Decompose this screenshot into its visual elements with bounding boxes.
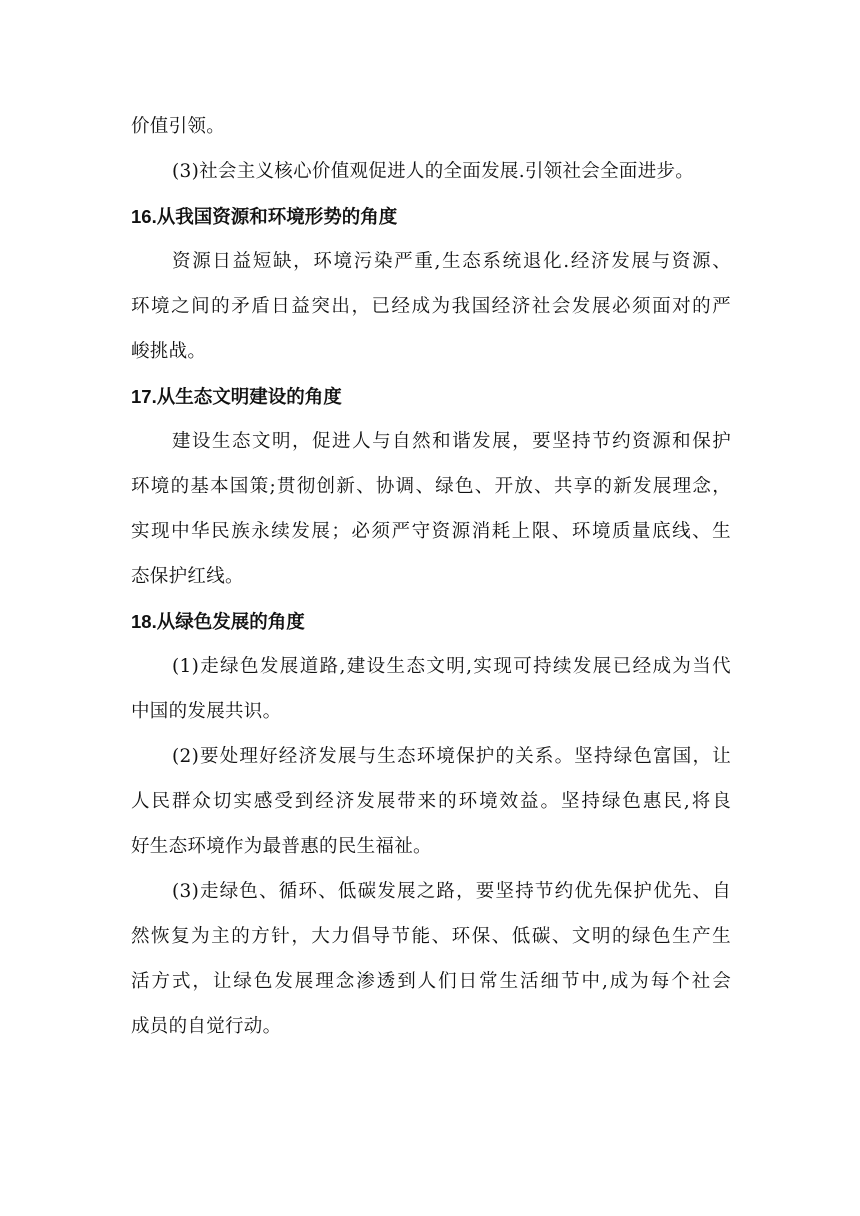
- list-item-2: (2)要处理好经济发展与生态环境保护的关系。坚持绿色富国，让: [172, 746, 731, 767]
- paragraph-line: 峻挑战。: [131, 341, 207, 362]
- paragraph-line: 中国的发展共识。: [131, 701, 282, 722]
- list-item-3: (3)社会主义核心价值观促进人的全面发展.引领社会全面进步。: [172, 161, 695, 182]
- list-item-1: (1)走绿色发展道路,建设生态文明,实现可持续发展已经成为当代: [172, 656, 731, 677]
- paragraph-line: 资源日益短缺，环境污染严重,生态系统退化.经济发展与资源、: [172, 251, 731, 272]
- section-16-heading: 16.从我国资源和环境形势的角度: [131, 206, 398, 227]
- section-17-heading: 17.从生态文明建设的角度: [131, 386, 342, 407]
- paragraph-line: 建设生态文明，促进人与自然和谐发展，要坚持节约资源和保护: [172, 431, 731, 452]
- paragraph-line: 环境的基本国策;贯彻创新、协调、绿色、开放、共享的新发展理念，: [131, 476, 731, 497]
- paragraph-line: 成员的自觉行动。: [131, 1016, 282, 1037]
- paragraph-line: 活方式，让绿色发展理念渗透到人们日常生活细节中,成为每个社会: [131, 971, 731, 992]
- paragraph-line: 然恢复为主的方针，大力倡导节能、环保、低碳、文明的绿色生产生: [131, 926, 731, 947]
- paragraph-line: 环境之间的矛盾日益突出，已经成为我国经济社会发展必须面对的严: [131, 296, 731, 317]
- list-item-3: (3)走绿色、循环、低碳发展之路，要坚持节约优先保护优先、自: [172, 881, 731, 902]
- section-18-heading: 18.从绿色发展的角度: [131, 611, 305, 632]
- paragraph-line: 态保护红线。: [131, 566, 244, 587]
- paragraph-line: 实现中华民族永续发展；必须严守资源消耗上限、环境质量底线、生: [131, 521, 731, 542]
- paragraph-line: 价值引领。: [131, 116, 226, 137]
- paragraph-line: 好生态环境作为最普惠的民生福祉。: [131, 836, 432, 857]
- paragraph-line: 人民群众切实感受到经济发展带来的环境效益。坚持绿色惠民,将良: [131, 791, 731, 812]
